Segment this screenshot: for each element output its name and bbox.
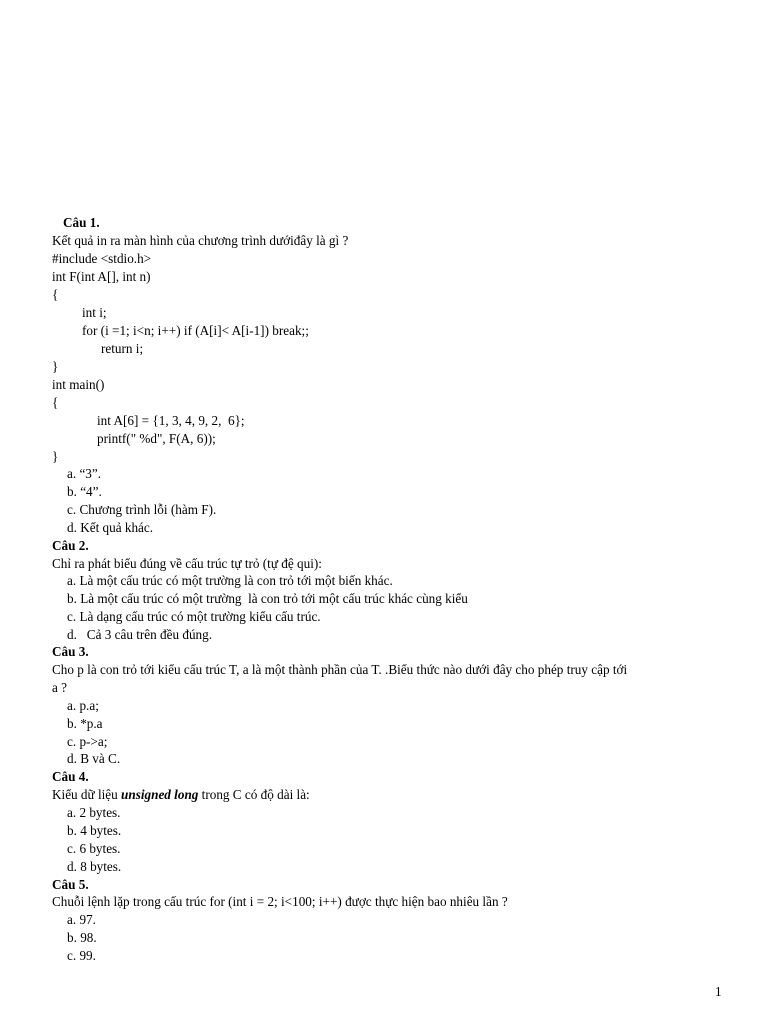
code-line: {: [52, 395, 59, 410]
prompt-text: Kiểu dữ liệu: [52, 787, 122, 802]
question-3-prompt-cont: a ?: [52, 680, 68, 695]
code-line: }: [52, 359, 59, 374]
question-1-title: Câu 1.: [63, 215, 100, 230]
code-line: return i;: [101, 341, 144, 356]
option-c: c. 6 bytes.: [67, 841, 121, 856]
question-3-title: Câu 3.: [52, 644, 89, 659]
option-b: b. 4 bytes.: [67, 823, 122, 838]
option-c: c. p->a;: [67, 734, 108, 749]
code-line: int i;: [82, 305, 107, 320]
prompt-text: trong C có độ dài là:: [198, 787, 310, 802]
option-c: c. 99.: [67, 948, 96, 963]
code-line: {: [52, 287, 59, 302]
option-b: b. Là một cấu trúc có một trường là con trỏ tới một cấu trúc khác cùng kiểu: [67, 591, 468, 606]
option-d: d. 8 bytes.: [67, 859, 122, 874]
question-2-prompt: Chỉ ra phát biểu đúng về cấu trúc tự trỏ (tự đệ qui):: [52, 556, 322, 571]
page-number: 1: [715, 984, 722, 999]
option-c: c. Là dạng cấu trúc có một trường kiểu cấu trúc.: [67, 609, 321, 624]
option-a: a. 2 bytes.: [67, 805, 121, 820]
code-line: int F(int A[], int n): [52, 269, 151, 284]
code-line: int A[6] = {1, 3, 4, 9, 2, 6};: [97, 413, 245, 428]
option-c: c. Chương trình lỗi (hàm F).: [67, 502, 217, 517]
code-line: printf(" %d", F(A, 6));: [97, 431, 216, 446]
option-d: d. B và C.: [67, 751, 121, 766]
option-a: a. Là một cấu trúc có một trường là con trỏ tới một biến khác.: [67, 573, 393, 588]
question-3-prompt: Cho p là con trỏ tới kiểu cấu trúc T, a là một thành phần của T. .Biểu thức nào dưới đây cho phép truy cập tới: [52, 662, 628, 677]
question-4-title: Câu 4.: [52, 769, 89, 784]
question-2-title: Câu 2.: [52, 538, 89, 553]
code-line: for (i =1; i<n; i++) if (A[i]< A[i-1]) break;;: [82, 323, 309, 338]
code-line: }: [52, 449, 59, 464]
question-4-prompt: [52, 787, 310, 803]
prompt-emphasis: unsigned long: [121, 787, 199, 802]
question-1-prompt: Kết quả in ra màn hình của chương trình dướiđây là gì ?: [52, 233, 349, 248]
option-d: d. Kết quả khác.: [67, 520, 154, 535]
question-5-prompt: Chuỗi lệnh lặp trong cấu trúc for (int i = 2; i<100; i++) được thực hiện bao nhiêu lần ?: [52, 894, 508, 909]
code-line: #include <stdio.h>: [52, 251, 152, 266]
option-a: a. “3”.: [67, 466, 102, 481]
code-line: int main(): [52, 377, 105, 392]
option-b: b. “4”.: [67, 484, 102, 499]
option-a: a. p.a;: [67, 698, 99, 713]
option-b: b. 98.: [67, 930, 97, 945]
question-5-title: Câu 5.: [52, 877, 89, 892]
option-d: d. Cả 3 câu trên đều đúng.: [67, 627, 213, 642]
option-a: a. 97.: [67, 912, 96, 927]
option-b: b. *p.a: [67, 716, 103, 731]
